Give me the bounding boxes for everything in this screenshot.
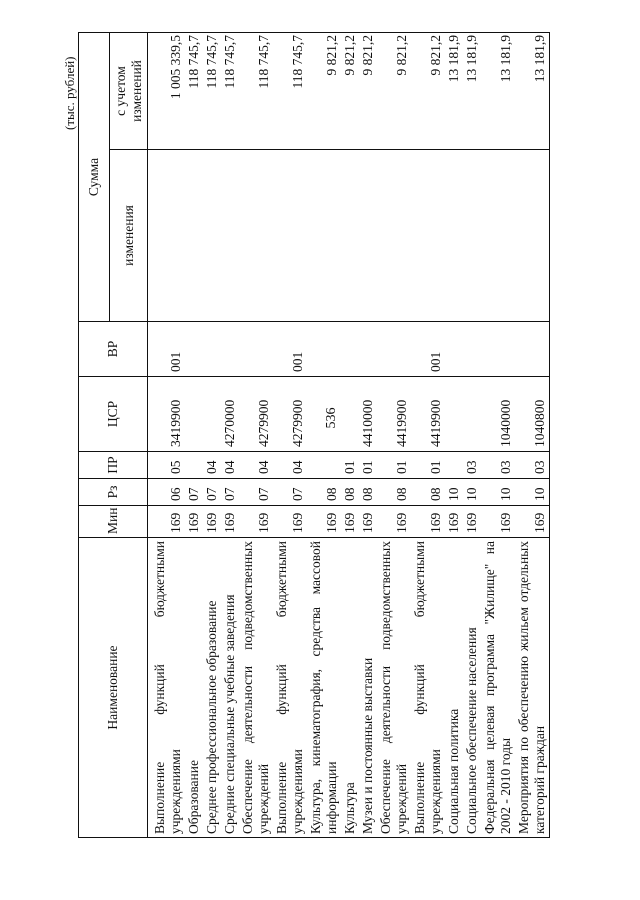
table-row — [481, 32, 515, 837]
cell-vr — [341, 322, 359, 377]
cell-min: 169 — [359, 506, 377, 538]
cell-csr — [307, 377, 341, 452]
cell-vr — [359, 322, 377, 377]
cell-pr: 04 — [221, 452, 239, 479]
cell-vr: 001 — [273, 322, 307, 377]
cell-with-change: 118 745,7 — [185, 32, 203, 149]
cell-pr — [307, 452, 341, 479]
cell-rz: 10 — [463, 479, 481, 506]
table-row — [203, 32, 221, 837]
cell-pr: 03 — [515, 452, 550, 479]
cell-with-change: 13 181,9 — [445, 32, 463, 149]
cell-pr: 01 — [411, 452, 445, 479]
cell-with-change: 118 745,7 — [273, 32, 307, 149]
cell-pr: 03 — [481, 452, 515, 479]
header-change: изменения — [110, 150, 148, 322]
cell-vr — [445, 322, 463, 377]
table-row — [463, 32, 481, 837]
cell-change — [515, 150, 550, 322]
cell-change — [359, 150, 377, 322]
cell-min: 169 — [273, 506, 307, 538]
cell-pr: 04 — [239, 452, 273, 479]
page-number: 536 — [324, 407, 339, 429]
cell-with-change: 13 181,9 — [463, 32, 481, 149]
cell-rz: 10 — [515, 479, 550, 506]
cell-min: 169 — [377, 506, 411, 538]
cell-with-change: 9 821,2 — [377, 32, 411, 149]
cell-min: 169 — [185, 506, 203, 538]
cell-csr — [463, 377, 481, 452]
cell-name: Образование — [185, 538, 203, 838]
cell-min: 169 — [341, 506, 359, 538]
header-with-change: с учетом изменений — [110, 32, 148, 149]
cell-name: Выполнение функций бюджетными учреждениями — [273, 538, 307, 838]
cell-with-change: 13 181,9 — [481, 32, 515, 149]
table-row — [515, 32, 550, 837]
cell-with-change: 9 821,2 — [411, 32, 445, 149]
table-row — [341, 32, 359, 837]
cell-name: Обеспечение деятельности подведомственных учреждений — [377, 538, 411, 838]
table-row — [359, 32, 377, 837]
cell-name: Социальное обеспечение населения — [463, 538, 481, 838]
cell-name: Мероприятия по обеспечению жильем отдельных категорий граждан — [515, 538, 550, 838]
table-row — [377, 32, 411, 837]
table-row — [273, 32, 307, 837]
cell-pr: 04 — [273, 452, 307, 479]
table-row — [307, 32, 341, 837]
cell-name: Выполнение функций бюджетными учреждениями — [411, 538, 445, 838]
cell-name: Выполнение функций бюджетными учреждениями — [148, 538, 186, 838]
cell-min: 169 — [515, 506, 550, 538]
cell-with-change: 9 821,2 — [307, 32, 341, 149]
cell-min: 169 — [239, 506, 273, 538]
cell-vr: 001 — [148, 322, 186, 377]
cell-csr: 1040000 — [481, 377, 515, 452]
cell-min: 169 — [221, 506, 239, 538]
cell-pr: 04 — [203, 452, 221, 479]
cell-csr: 4279900 — [239, 377, 273, 452]
cell-pr: 01 — [377, 452, 411, 479]
cell-pr — [445, 452, 463, 479]
cell-vr: 001 — [411, 322, 445, 377]
cell-min: 169 — [445, 506, 463, 538]
cell-pr: 03 — [463, 452, 481, 479]
cell-with-change: 118 745,7 — [203, 32, 221, 149]
cell-rz: 10 — [445, 479, 463, 506]
cell-csr: 4419900 — [377, 377, 411, 452]
table-body — [148, 32, 550, 837]
cell-change — [203, 150, 221, 322]
cell-change — [445, 150, 463, 322]
cell-csr — [203, 377, 221, 452]
cell-rz: 08 — [341, 479, 359, 506]
cell-rz: 06 — [148, 479, 186, 506]
cell-csr — [185, 377, 203, 452]
cell-name: Культура, кинематография, средства массовой информации — [307, 538, 341, 838]
table-row — [445, 32, 463, 837]
cell-with-change: 118 745,7 — [221, 32, 239, 149]
cell-name: Обеспечение деятельности подведомственных учреждений — [239, 538, 273, 838]
cell-pr: 05 — [148, 452, 186, 479]
cell-min: 169 — [411, 506, 445, 538]
cell-with-change: 118 745,7 — [239, 32, 273, 149]
cell-min: 169 — [481, 506, 515, 538]
cell-vr — [481, 322, 515, 377]
cell-name: Музеи и постоянные выставки — [359, 538, 377, 838]
cell-csr — [445, 377, 463, 452]
cell-rz: 08 — [307, 479, 341, 506]
cell-min: 169 — [203, 506, 221, 538]
cell-change — [273, 150, 307, 322]
cell-csr: 4410000 — [359, 377, 377, 452]
cell-change — [377, 150, 411, 322]
units-label: (тыс. рублей) — [62, 56, 77, 130]
cell-change — [185, 150, 203, 322]
cell-rz: 07 — [239, 479, 273, 506]
cell-rz: 07 — [273, 479, 307, 506]
table-row — [411, 32, 445, 837]
table-row — [239, 32, 273, 837]
cell-csr: 3419900 — [148, 377, 186, 452]
cell-name: Социальная политика — [445, 538, 463, 838]
budget-table — [78, 32, 550, 838]
cell-pr — [185, 452, 203, 479]
cell-vr — [515, 322, 550, 377]
header-rz: Рз — [79, 479, 148, 506]
cell-rz: 07 — [203, 479, 221, 506]
cell-csr: 4270000 — [221, 377, 239, 452]
cell-with-change: 13 181,9 — [515, 32, 550, 149]
cell-vr — [377, 322, 411, 377]
cell-rz: 07 — [221, 479, 239, 506]
cell-min: 169 — [307, 506, 341, 538]
header-pr: ПР — [79, 452, 148, 479]
cell-min: 169 — [148, 506, 186, 538]
header-vr: ВР — [79, 322, 148, 377]
cell-vr — [185, 322, 203, 377]
cell-with-change: 9 821,2 — [341, 32, 359, 149]
cell-name: Федеральная целевая программа "Жилище" на 2002 - 2010 годы — [481, 538, 515, 838]
cell-vr — [307, 322, 341, 377]
cell-rz: 07 — [185, 479, 203, 506]
cell-name: Средние специальные учебные заведения — [221, 538, 239, 838]
header-sum: Сумма — [79, 32, 110, 321]
cell-change — [221, 150, 239, 322]
cell-csr — [341, 377, 359, 452]
table-row — [148, 32, 186, 837]
cell-vr — [203, 322, 221, 377]
cell-change — [341, 150, 359, 322]
cell-with-change: 1 005 339,5 — [148, 32, 186, 149]
header-name: Наименование — [79, 538, 148, 838]
cell-with-change: 9 821,2 — [359, 32, 377, 149]
cell-change — [239, 150, 273, 322]
cell-vr — [239, 322, 273, 377]
cell-vr — [221, 322, 239, 377]
table-row — [185, 32, 203, 837]
cell-min: 169 — [463, 506, 481, 538]
header-min: Мин — [79, 506, 148, 538]
cell-name: Среднее профессиональное образование — [203, 538, 221, 838]
cell-rz: 10 — [481, 479, 515, 506]
cell-change — [411, 150, 445, 322]
cell-csr: 4279900 — [273, 377, 307, 452]
cell-vr — [463, 322, 481, 377]
cell-rz: 08 — [411, 479, 445, 506]
cell-pr: 01 — [359, 452, 377, 479]
cell-change — [481, 150, 515, 322]
cell-change — [307, 150, 341, 322]
cell-name: Культура — [341, 538, 359, 838]
header-csr: ЦСР — [79, 377, 148, 452]
cell-csr: 4419900 — [411, 377, 445, 452]
cell-change — [148, 150, 186, 322]
cell-change — [463, 150, 481, 322]
cell-rz: 08 — [377, 479, 411, 506]
table-row — [221, 32, 239, 837]
cell-csr: 1040800 — [515, 377, 550, 452]
cell-pr: 01 — [341, 452, 359, 479]
cell-rz: 08 — [359, 479, 377, 506]
